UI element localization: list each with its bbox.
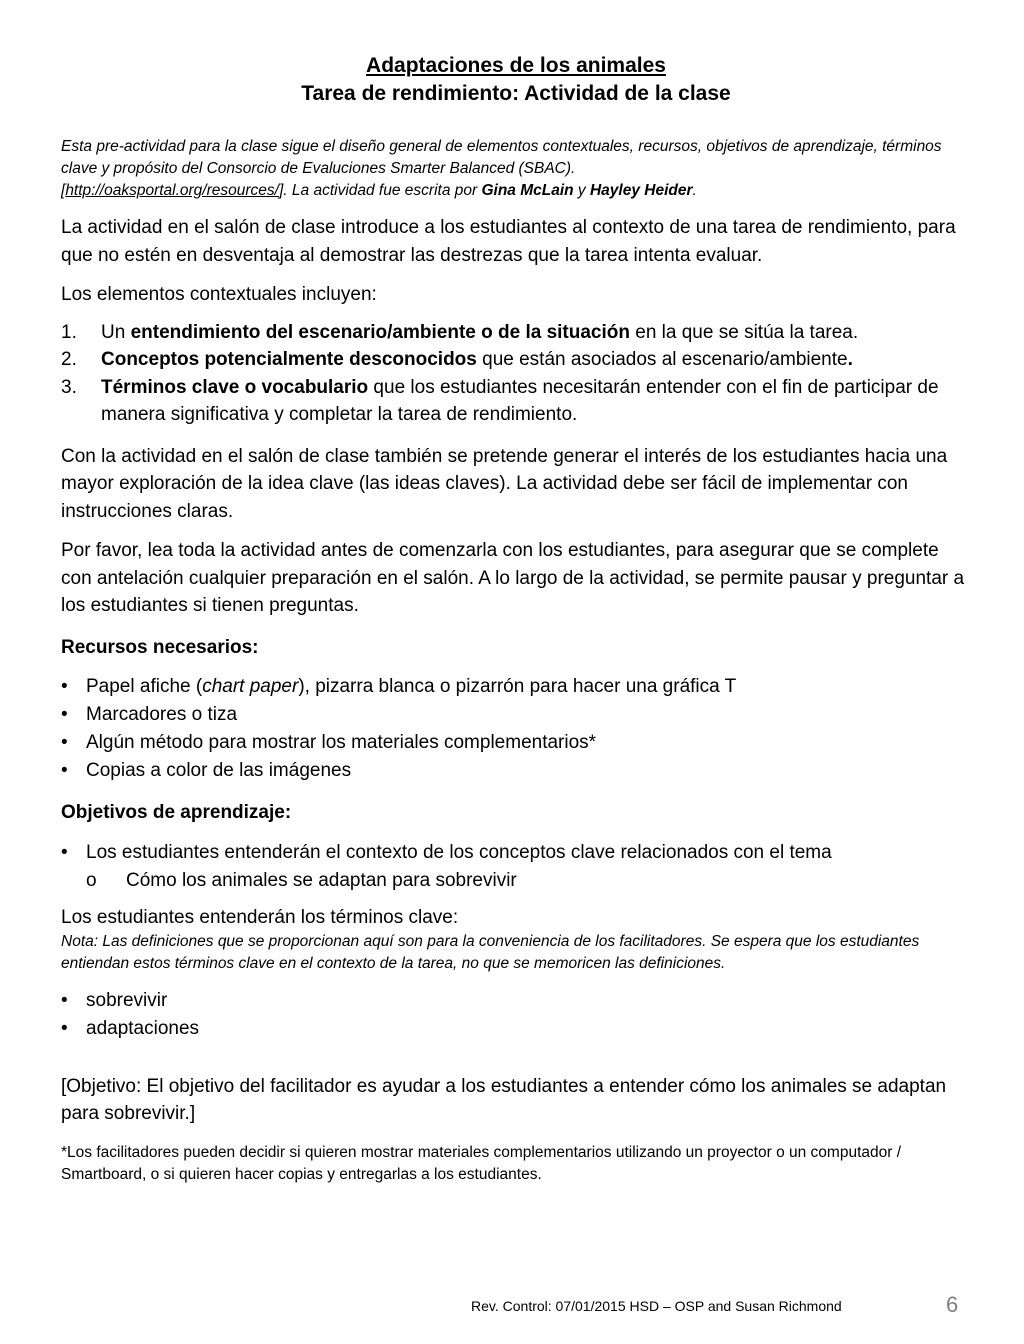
author-2: Hayley Heider <box>589 182 693 199</box>
intro-paragraph <box>61 136 971 202</box>
item-text: Los estudiantes entenderán el contexto de los conceptos clave relacionados con el tema <box>86 841 832 863</box>
item-rest: que los estudiantes necesitarán entender con el fin de participar de manera significativa y completar la tarea de rendimiento. <box>101 376 939 425</box>
resources-heading: Recursos necesarios: <box>61 636 259 658</box>
list-item <box>61 701 971 729</box>
item-rest: que están asociados al escenario/ambiente <box>476 349 848 370</box>
paragraph-instructions: Por favor, lea toda la actividad antes de comenzarla con los estudiantes, para asegurar que se complete con antelación cualquier preparación en el salón. A lo largo de la actividad, se permite pausar y preguntar a los estudiantes si tienen preguntas. <box>61 540 965 616</box>
bullet: • <box>61 760 68 781</box>
objectives-heading: Objetivos de aprendizaje: <box>61 802 292 823</box>
item-text: ), pizarra blanca o pizarrón para hacer una gráfica T <box>298 676 737 697</box>
intro-text: Esta pre-actividad para la clase sigue el diseño general de elementos contextuales, recursos, objetivos de aprendizaje, términos clave y propósito del Consorcio de Evaluciones Smarter Balanced (SBAC). <box>61 138 942 177</box>
item-italic: chart paper <box>202 676 299 697</box>
item-text: Algún método para mostrar los materiales complementarios* <box>86 732 597 753</box>
objective-statement: [Objetivo: El objetivo del facilitador es ayudar a los estudiantes a entender cómo los animales se adaptan para sobrevivir.] <box>61 1075 947 1124</box>
item-bold: Términos clave o vocabulario <box>101 376 369 398</box>
item-text: Papel afiche ( <box>86 676 203 697</box>
bullet: • <box>61 704 68 725</box>
list-number: 3. <box>61 376 77 398</box>
intro-text-b: ]. La actividad fue escrita por <box>278 182 482 199</box>
contextual-elements-list <box>61 319 971 429</box>
footnote: *Los facilitadores pueden decidir si quieren mostrar materiales complementarios utilizando un proyector o un computador / Smartboard, o si quieren hacer copias y entregarlas a los estudiantes. <box>61 1143 902 1183</box>
list-item <box>61 987 971 1015</box>
paragraph-elements-intro: Los elementos contextuales incluyen: <box>61 284 377 305</box>
bullet: • <box>61 841 68 863</box>
item-bold: Conceptos potencialmente desconocidos <box>101 349 477 370</box>
list-item <box>61 673 971 701</box>
item-text: Cómo los animales se adaptan para sobrevivir <box>126 869 517 891</box>
list-item <box>61 1015 971 1043</box>
terms-intro: Los estudiantes entenderán los términos clave: <box>61 906 459 928</box>
term: sobrevivir <box>86 989 168 1011</box>
intro-and: y <box>573 182 590 199</box>
list-item <box>61 839 971 867</box>
terms-note: Nota: Las definiciones que se proporcionan aquí son para la conveniencia de los facilitadores. Se espera que los estudiantes entiendan estos términos clave en el contexto de la tarea, no que se memoricen las definiciones. <box>61 932 920 972</box>
sub-bullet: o <box>86 869 97 891</box>
item-text: Copias a color de las imágenes <box>86 760 352 781</box>
resources-list <box>61 673 971 785</box>
paragraph-interest: Con la actividad en el salón de clase también se pretende generar el interés de los estudiantes hacia una mayor exploración de la idea clave (las ideas claves). La actividad debe ser fácil de implementar con instrucciones claras. <box>61 445 948 522</box>
intro-period: . <box>692 182 697 199</box>
oaksportal-link[interactable]: http://oaksportal.org/resources/ <box>65 182 279 199</box>
list-number: 2. <box>61 349 77 370</box>
item-bold-end: . <box>847 349 853 370</box>
document-page <box>61 52 971 1186</box>
list-item <box>61 757 971 785</box>
item-lead: Un <box>101 321 131 343</box>
revision-control: Rev. Control: 07/01/2015 HSD – OSP and Susan Richmond <box>471 1298 842 1314</box>
author-1: Gina McLain <box>481 182 574 199</box>
title-line-2: Tarea de rendimiento: Actividad de la clase <box>301 82 731 105</box>
page-number: 6 <box>946 1292 959 1317</box>
bullet: • <box>61 989 68 1011</box>
sub-list-item <box>61 867 971 895</box>
bullet: • <box>61 1017 68 1039</box>
list-item <box>61 319 971 347</box>
terms-list <box>61 987 971 1043</box>
term: adaptaciones <box>86 1017 200 1039</box>
item-rest: en la que se sitúa la tarea. <box>629 321 859 343</box>
bullet: • <box>61 732 68 753</box>
list-item <box>61 346 971 374</box>
list-item <box>61 729 971 757</box>
objectives-list <box>61 839 971 867</box>
bullet: • <box>61 676 68 697</box>
paragraph-context: La actividad en el salón de clase introduce a los estudiantes al contexto de una tarea de rendimiento, para que no estén en desventaja al demostrar las destrezas que la tarea intenta evaluar. <box>61 217 956 266</box>
item-bold: entendimiento del escenario/ambiente o de la situación <box>130 321 630 343</box>
list-item <box>61 374 971 429</box>
intro-bracket: [ <box>61 182 66 199</box>
document-title <box>61 52 971 108</box>
objectives-sublist <box>61 867 971 895</box>
item-text: Marcadores o tiza <box>86 704 238 725</box>
list-number: 1. <box>61 321 77 343</box>
title-line-1: Adaptaciones de los animales <box>366 54 666 77</box>
